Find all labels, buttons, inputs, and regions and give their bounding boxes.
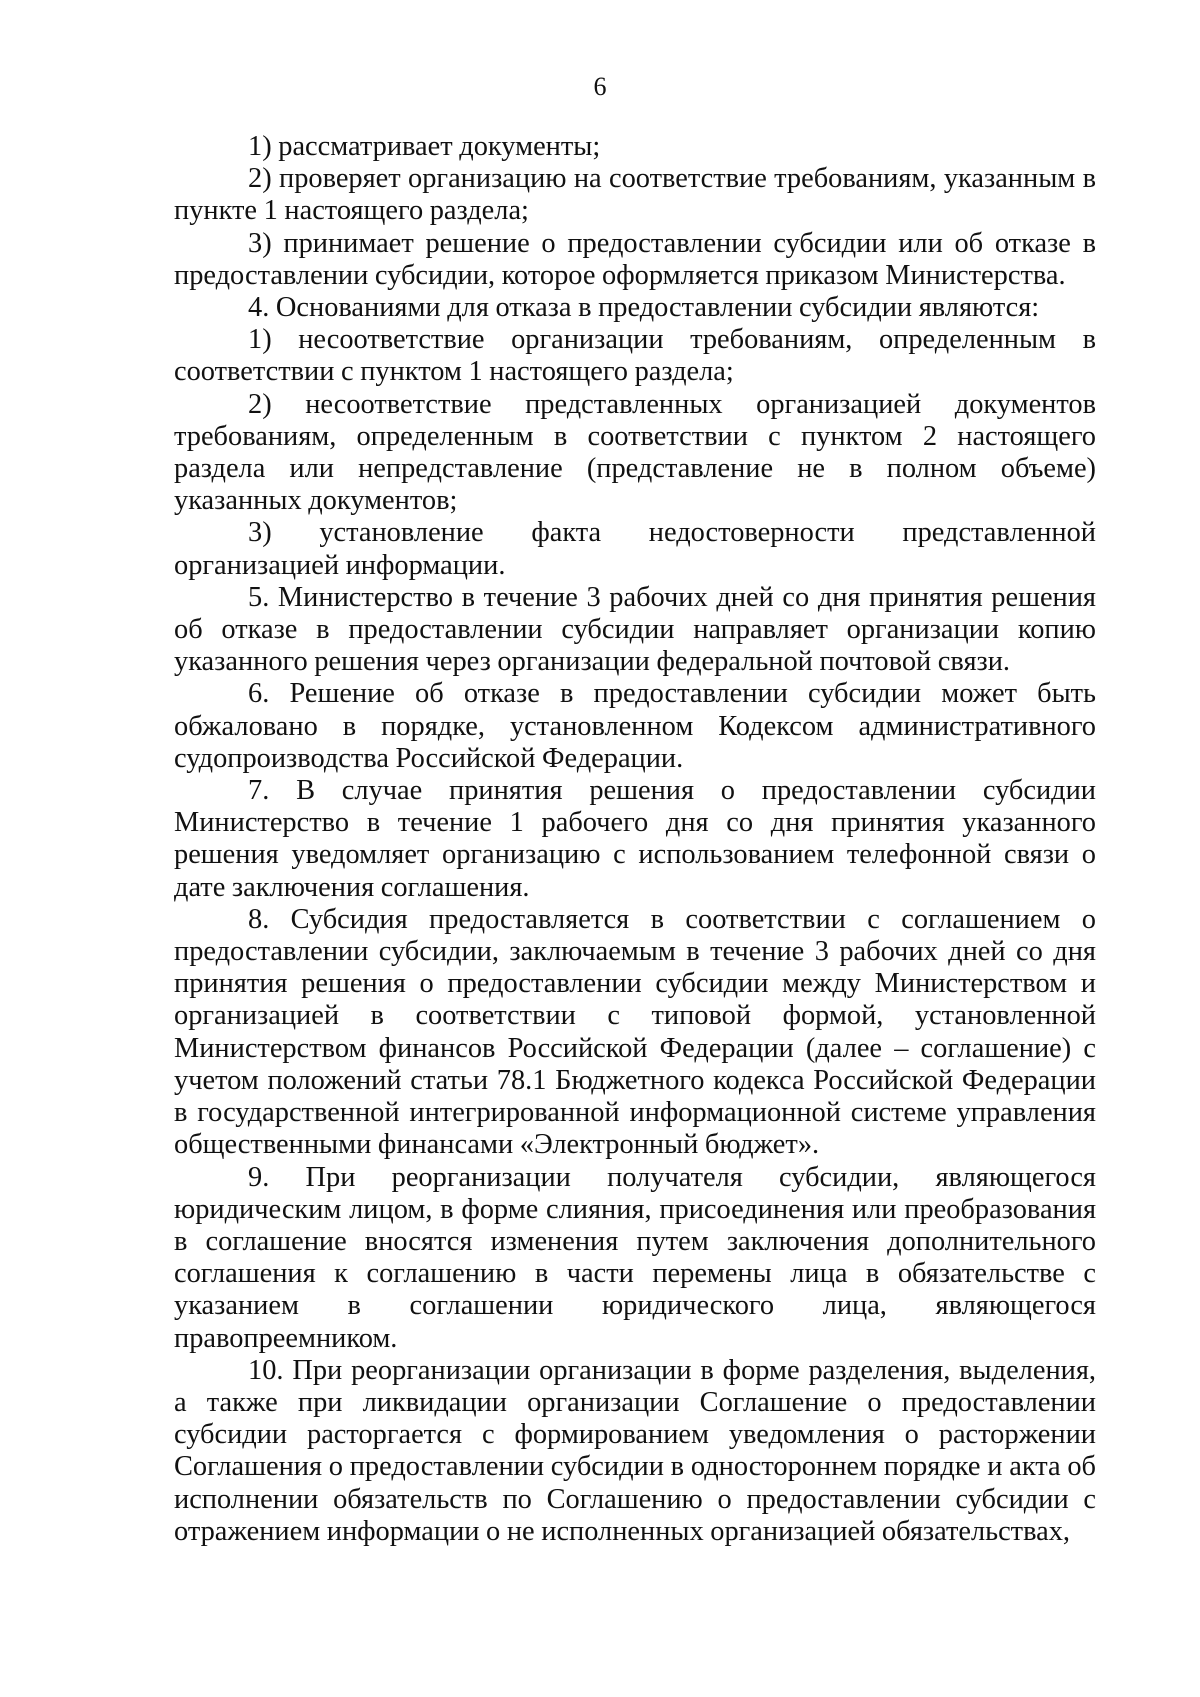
paragraph-item-3: 3) принимает решение о предоставлении субсидии или об отказе в предоставлении субсидии, которое оформляется приказом Министерства. [174,227,1096,291]
paragraph-section-7: 7. В случае принятия решения о предоставлении субсидии Министерство в течение 1 рабочего дня со дня принятия указанного решения уведомляет организацию с использованием телефонной связи о дате заключения соглашения. [174,775,1096,903]
paragraph-section-10: 10. При реорганизации организации в форме разделения, выделения, а также при ликвидации организации Соглашение о предоставлении субсидии расторгается с формированием уведомления о расторжении Соглашения о предоставлении субсидии в одностороннем порядке и акта об исполнении обязательств по Соглашению о предоставлении субсидии с отражением информации о не исполненных организацией обязательствах, [174,1354,1096,1547]
paragraph-section-6: 6. Решение об отказе в предоставлении субсидии может быть обжаловано в порядке, установленном Кодексом административного судопроизводства Российской Федерации. [174,678,1096,774]
paragraph-section-4-item-3: 3) установление факта недостоверности представленной организацией информации. [174,517,1096,581]
paragraph-section-4-item-2: 2) несоответствие представленных организацией документов требованиям, определенным в соответствии с пунктом 2 настоящего раздела или непредставление (представление не в полном объеме) указанных документов; [174,388,1096,517]
paragraph-item-1: 1) рассматривает документы; [248,131,601,162]
paragraph-section-4-item-1: 1) несоответствие организации требованиям, определенным в соответствии с пунктом 1 настоящего раздела; [174,324,1096,388]
paragraph-item-2: 2) проверяет организацию на соответствие требованиям, указанным в пункте 1 настоящего раздела; [174,163,1096,227]
paragraph-section-4: 4. Основаниями для отказа в предоставлении субсидии являются: [248,292,1040,324]
page-number: 6 [593,72,607,101]
paragraph-section-5: 5. Министерство в течение 3 рабочих дней со дня принятия решения об отказе в предоставлении субсидии направляет организации копию указанного решения через организации федеральной почтовой связи. [174,581,1096,678]
paragraph-section-9: 9. При реорганизации получателя субсидии, являющегося юридическим лицом, в форме слияния, присоединения или преобразования в соглашение вносятся изменения путем заключения дополнительного соглашения к соглашению в части перемены лица в обязательстве с указанием в соглашении юридического лица, являющегося правопреемником. [174,1161,1096,1354]
document-body [174,131,1096,1548]
paragraph-section-8: 8. Субсидия предоставляется в соответствии с соглашением о предоставлении субсидии, заключаемым в течение 3 рабочих дней со дня принятия решения о предоставлении субсидии между Министерством и организацией в соответствии с типовой формой, установленной Министерством финансов Российской Федерации (далее – соглашение) с учетом положений статьи 78.1 Бюджетного кодекса Российской Федерации в государственной интегрированной информационной системе управления общественными финансами «Электронный бюджет». [174,903,1096,1161]
